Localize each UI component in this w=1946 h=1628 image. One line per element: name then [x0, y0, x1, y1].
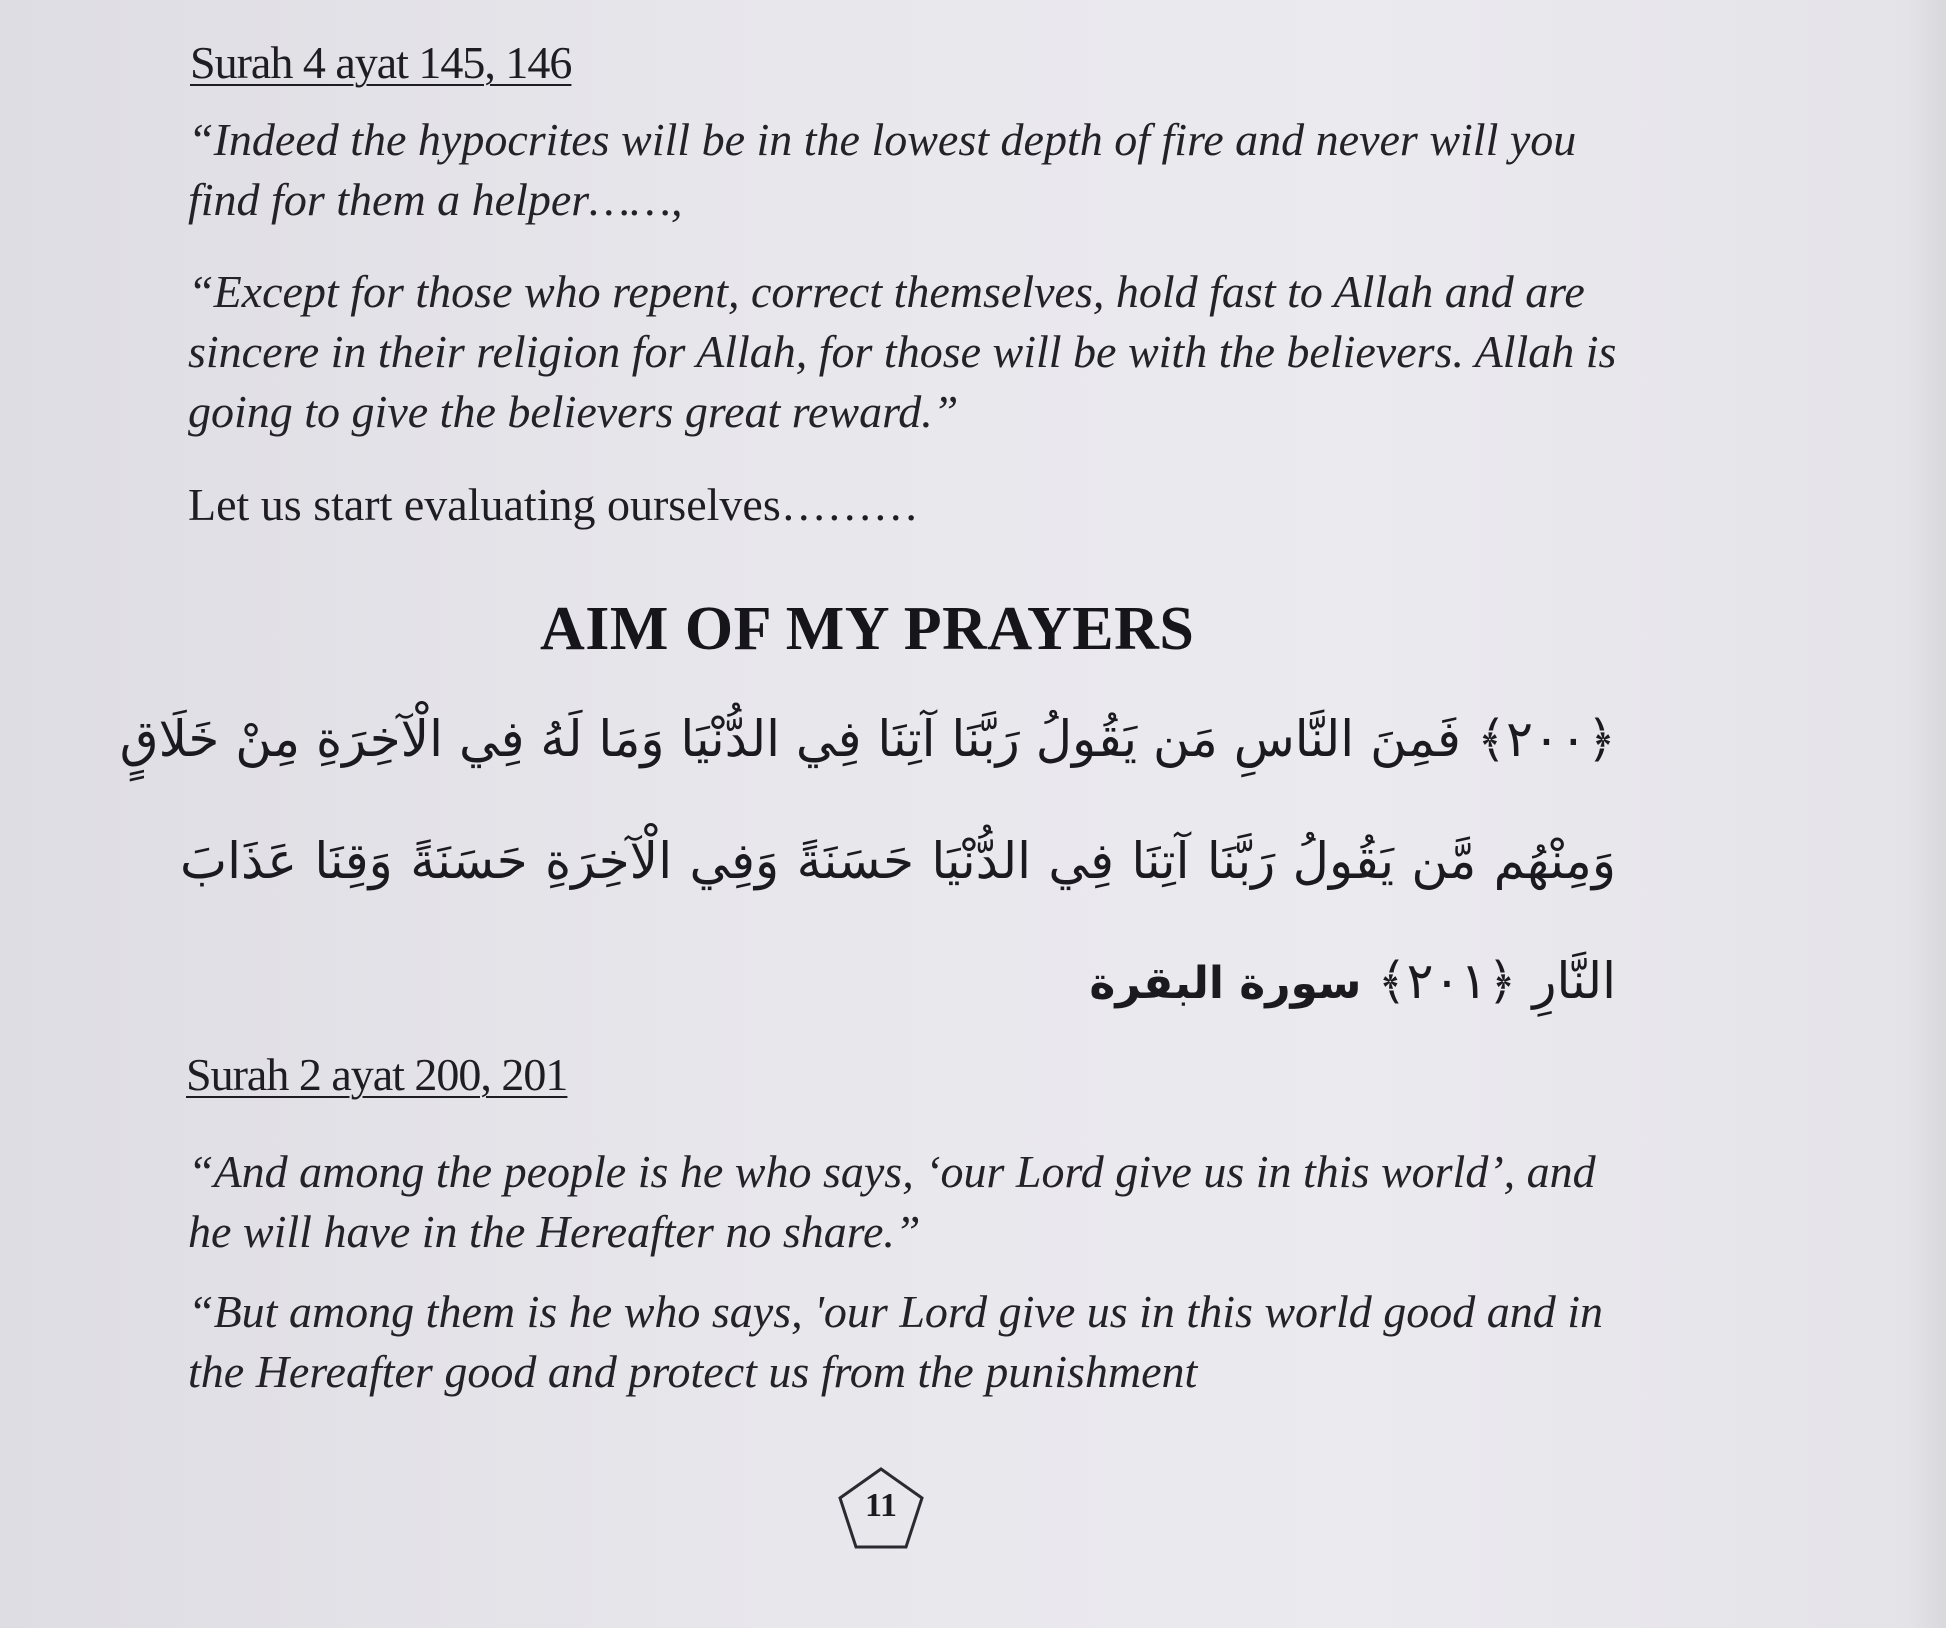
arabic-verse-line-1: ﴿٢٠٠﴾ فَمِنَ النَّاسِ مَن يَقُولُ رَبَّنَا آتِنَا فِي الدُّنْيَا وَمَا لَهُ فِي الْآخِرَةِ مِنْ خَلَاقٍ: [119, 710, 1616, 768]
verse-146-text: “Except for those who repent, correct themselves, hold fast to Allah and are sincere in their religion for Allah, for those will be with the believers. Allah is going to give the believers great reward.”: [188, 266, 1617, 437]
section-title: AIM OF MY PRAYERS: [540, 595, 1195, 663]
top-surah-reference: Surah 4 ayat 145, 146: [190, 37, 572, 88]
sura-name: سورة البقرة: [1089, 958, 1362, 1009]
page-edge-shadow: [1906, 0, 1946, 1628]
bottom-surah-reference: Surah 2 ayat 200, 201: [186, 1049, 568, 1100]
verse-200-text: “And among the people is he who says, ‘our Lord give us in this world’, and he will have in the Hereafter no share.”: [188, 1146, 1596, 1257]
verse-145-text: “Indeed the hypocrites will be in the lowest depth of fire and never will you find for them a helper……,: [188, 114, 1577, 225]
evaluation-line: Let us start evaluating ourselves………: [188, 479, 919, 530]
page-number-badge: [836, 1465, 926, 1551]
arabic-verse-line-2: وَمِنْهُم مَّن يَقُولُ رَبَّنَا آتِنَا فِي الدُّنْيَا حَسَنَةً وَفِي الْآخِرَةِ حَسَنَةً وَقِنَا عَذَابَ: [180, 832, 1616, 890]
verse-201-text: “But among them is he who says, 'our Lord give us in this world good and in the Hereafter good and protect us from the punishment: [188, 1286, 1604, 1397]
arabic-verse-line-3: [180, 952, 1616, 1010]
arabic-verse-end: النَّارِ ﴿٢٠١﴾: [1377, 952, 1616, 1010]
page-number: 11: [864, 1487, 898, 1524]
